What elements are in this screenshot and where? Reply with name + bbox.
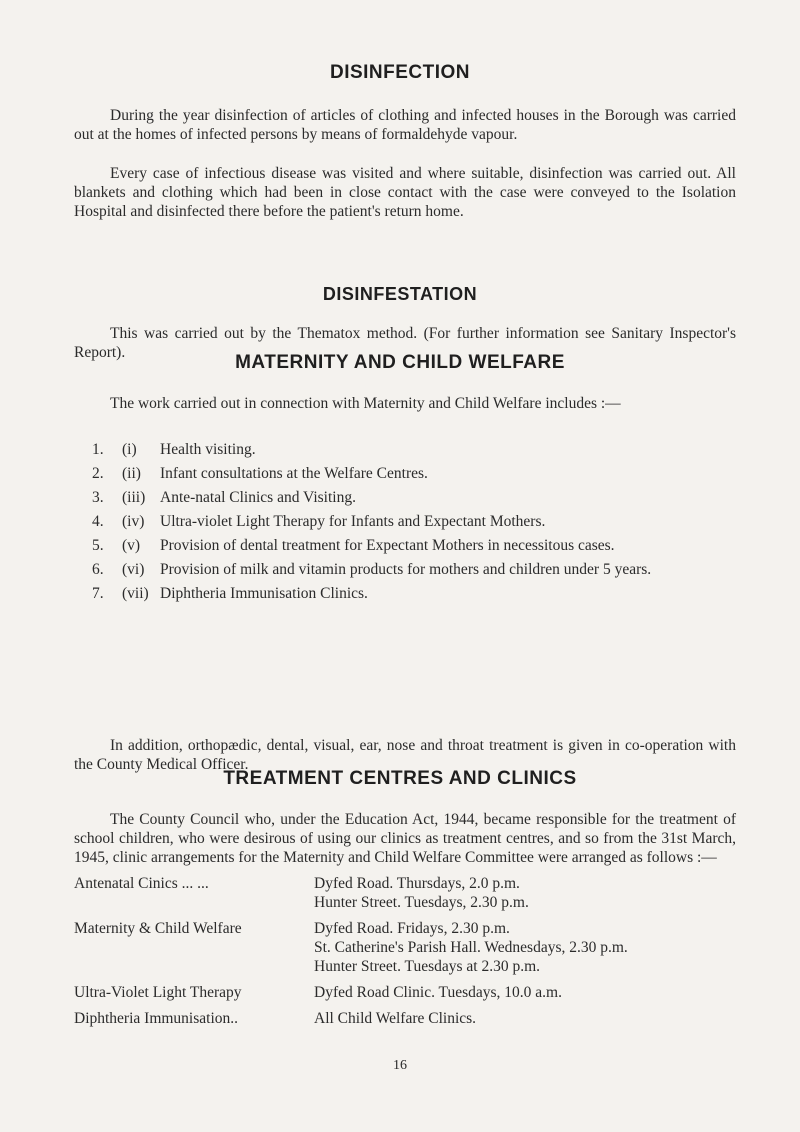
item-text: Ultra-violet Light Therapy for Infants and Expectant Mothers. (160, 513, 546, 530)
schedule-line: Hunter Street. Tuesdays, 2.30 p.m. (314, 894, 529, 911)
item-number: 3. (92, 489, 104, 506)
schedule-details (314, 919, 744, 976)
schedule-line: Dyfed Road Clinic. Tuesdays, 10.0 a.m. (314, 984, 562, 1001)
treatment-intro: The County Council who, under the Education Act, 1944, became responsible for the treatment of school children, who were desirous of using our clinics as treatment centres, and so from the 31st March, 1945, clinic arrangements for the Maternity and Child Welfare Committee were arranged as follows :— (74, 811, 736, 866)
schedule-details (314, 983, 744, 1002)
item-text: Infant consultations at the Welfare Centres. (160, 465, 428, 482)
item-number: 5. (92, 537, 104, 554)
schedule-row-maternity (74, 919, 744, 976)
maternity-services-list (92, 440, 752, 608)
schedule-label: Antenatal Cinics ... ... (74, 875, 209, 892)
maternity-intro: The work carried out in connection with Maternity and Child Welfare includes :— (110, 395, 621, 412)
schedule-label: Ultra-Violet Light Therapy (74, 984, 242, 1001)
disinfestation-heading: DISINFESTATION (322, 284, 478, 304)
list-item (92, 560, 752, 579)
maternity-heading: MATERNITY AND CHILD WELFARE (235, 352, 565, 373)
schedule-line: Dyfed Road. Fridays, 2.30 p.m. (314, 920, 510, 937)
item-roman: (iii) (122, 489, 146, 506)
list-item (92, 440, 752, 459)
item-number: 6. (92, 561, 104, 578)
item-text: Provision of milk and vitamin products for mothers and children under 5 years. (160, 561, 652, 578)
disinfection-para-2: Every case of infectious disease was visited and where suitable, disinfection was carried out. All blankets and clothing which had been in close contact with the case were conveyed to the Isolation Hospital and disinfected there before the patient's return home. (74, 165, 736, 220)
item-roman: (vi) (122, 561, 145, 578)
schedule-row-diphtheria (74, 1009, 744, 1028)
item-text: Diphtheria Immunisation Clinics. (160, 585, 368, 602)
disinfestation-para: This was carried out by the Thematox method. (For further information see Sanitary Inspector's Report). (74, 325, 736, 361)
schedule-details (314, 874, 744, 912)
treatment-heading: TREATMENT CENTRES AND CLINICS (223, 768, 577, 789)
item-text: Ante-natal Clinics and Visiting. (160, 489, 356, 506)
item-roman: (i) (122, 441, 137, 458)
schedule-line: All Child Welfare Clinics. (314, 1010, 477, 1027)
disinfection-heading: DISINFECTION (329, 62, 471, 83)
disinfection-para-1: During the year disinfection of articles of clothing and infected houses in the Borough was carried out at the homes of infected persons by means of formaldehyde vapour. (74, 107, 736, 143)
maternity-addition: In addition, orthopædic, dental, visual, ear, nose and throat treatment is given in co-operation with the County Medical Officer. (74, 737, 736, 773)
schedule-row-antenatal (74, 874, 744, 912)
list-item (92, 488, 752, 507)
item-roman: (vii) (122, 585, 149, 602)
schedule-line: Dyfed Road. Thursdays, 2.0 p.m. (314, 875, 520, 892)
item-text: Health visiting. (160, 441, 256, 458)
schedule-line: Hunter Street. Tuesdays at 2.30 p.m. (314, 958, 541, 975)
item-number: 2. (92, 465, 104, 482)
item-number: 7. (92, 585, 104, 602)
list-item (92, 536, 752, 555)
item-number: 1. (92, 441, 104, 458)
schedule-label: Maternity & Child Welfare (74, 920, 242, 937)
item-number: 4. (92, 513, 104, 530)
list-item (92, 584, 752, 603)
schedule-details (314, 1009, 744, 1028)
clinic-schedule (74, 874, 744, 1035)
item-text: Provision of dental treatment for Expectant Mothers in necessitous cases. (160, 537, 615, 554)
list-item (92, 464, 752, 483)
item-roman: (ii) (122, 465, 141, 482)
item-roman: (iv) (122, 513, 145, 530)
list-item (92, 512, 752, 531)
schedule-label: Diphtheria Immunisation.. (74, 1010, 239, 1027)
schedule-line: St. Catherine's Parish Hall. Wednesdays, 2.30 p.m. (314, 939, 628, 956)
page-number: 16 (393, 1058, 407, 1073)
schedule-row-ultraviolet (74, 983, 744, 1002)
item-roman: (v) (122, 537, 141, 554)
